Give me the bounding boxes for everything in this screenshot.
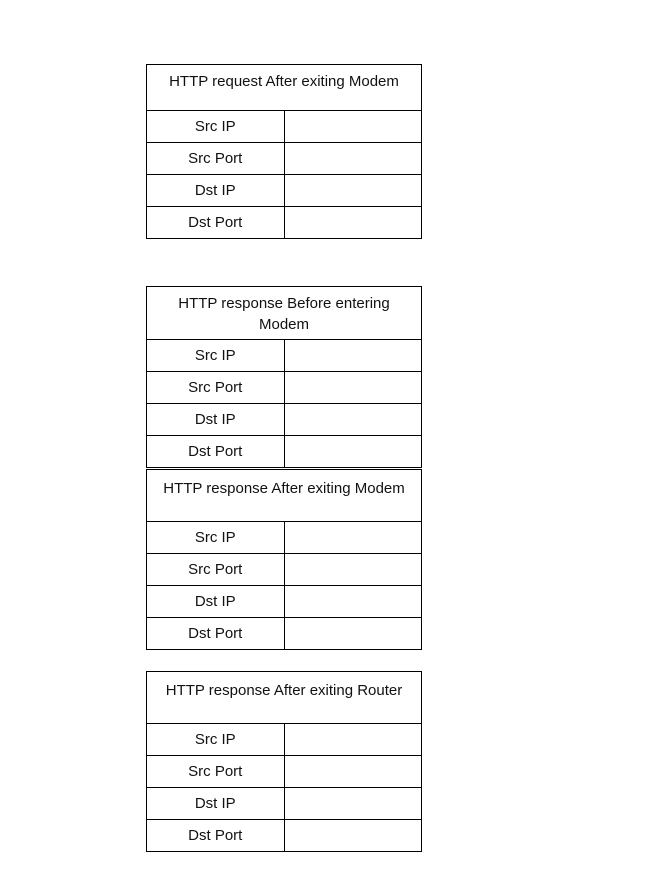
- table-row: [147, 618, 422, 650]
- table-request-after-modem: [146, 64, 422, 239]
- field-value-cell[interactable]: [284, 586, 422, 618]
- field-label: Dst IP: [147, 175, 285, 207]
- field-label: Src IP: [147, 724, 285, 756]
- field-value-cell[interactable]: [284, 522, 422, 554]
- table-response-after-router: [146, 671, 422, 852]
- field-label: Src Port: [147, 554, 285, 586]
- field-label: Src IP: [147, 111, 285, 143]
- table-response-after-modem: [146, 469, 422, 650]
- table-row: [147, 586, 422, 618]
- table-row: [147, 820, 422, 852]
- field-value-cell[interactable]: [284, 372, 422, 404]
- table-response-before-modem: [146, 286, 422, 468]
- field-label: Dst IP: [147, 586, 285, 618]
- table-title: HTTP response After exiting Router: [147, 672, 422, 724]
- table-row: [147, 372, 422, 404]
- table-title: HTTP request After exiting Modem: [147, 65, 422, 111]
- table-row: [147, 756, 422, 788]
- field-value-cell[interactable]: [284, 175, 422, 207]
- table-row: [147, 522, 422, 554]
- field-value-cell[interactable]: [284, 111, 422, 143]
- table-row: [147, 207, 422, 239]
- table-row: [147, 175, 422, 207]
- field-label: Src Port: [147, 756, 285, 788]
- table-row: [147, 724, 422, 756]
- field-label: Src Port: [147, 372, 285, 404]
- field-value-cell[interactable]: [284, 724, 422, 756]
- table-title: HTTP response After exiting Modem: [147, 470, 422, 522]
- table-row: [147, 404, 422, 436]
- field-value-cell[interactable]: [284, 404, 422, 436]
- field-value-cell[interactable]: [284, 820, 422, 852]
- table-row: [147, 788, 422, 820]
- field-value-cell[interactable]: [284, 788, 422, 820]
- field-label: Dst IP: [147, 788, 285, 820]
- field-label: Src IP: [147, 522, 285, 554]
- table-row: [147, 554, 422, 586]
- field-label: Dst Port: [147, 207, 285, 239]
- field-value-cell[interactable]: [284, 143, 422, 175]
- table-row: [147, 436, 422, 468]
- table-row: [147, 143, 422, 175]
- table-title: HTTP response Before entering Modem: [147, 287, 422, 340]
- field-value-cell[interactable]: [284, 340, 422, 372]
- table-row: [147, 111, 422, 143]
- field-value-cell[interactable]: [284, 756, 422, 788]
- field-value-cell[interactable]: [284, 554, 422, 586]
- field-label: Dst Port: [147, 820, 285, 852]
- field-label: Dst Port: [147, 618, 285, 650]
- field-value-cell[interactable]: [284, 618, 422, 650]
- field-label: Src IP: [147, 340, 285, 372]
- table-row: [147, 340, 422, 372]
- field-value-cell[interactable]: [284, 207, 422, 239]
- field-label: Dst IP: [147, 404, 285, 436]
- field-label: Src Port: [147, 143, 285, 175]
- field-value-cell[interactable]: [284, 436, 422, 468]
- field-label: Dst Port: [147, 436, 285, 468]
